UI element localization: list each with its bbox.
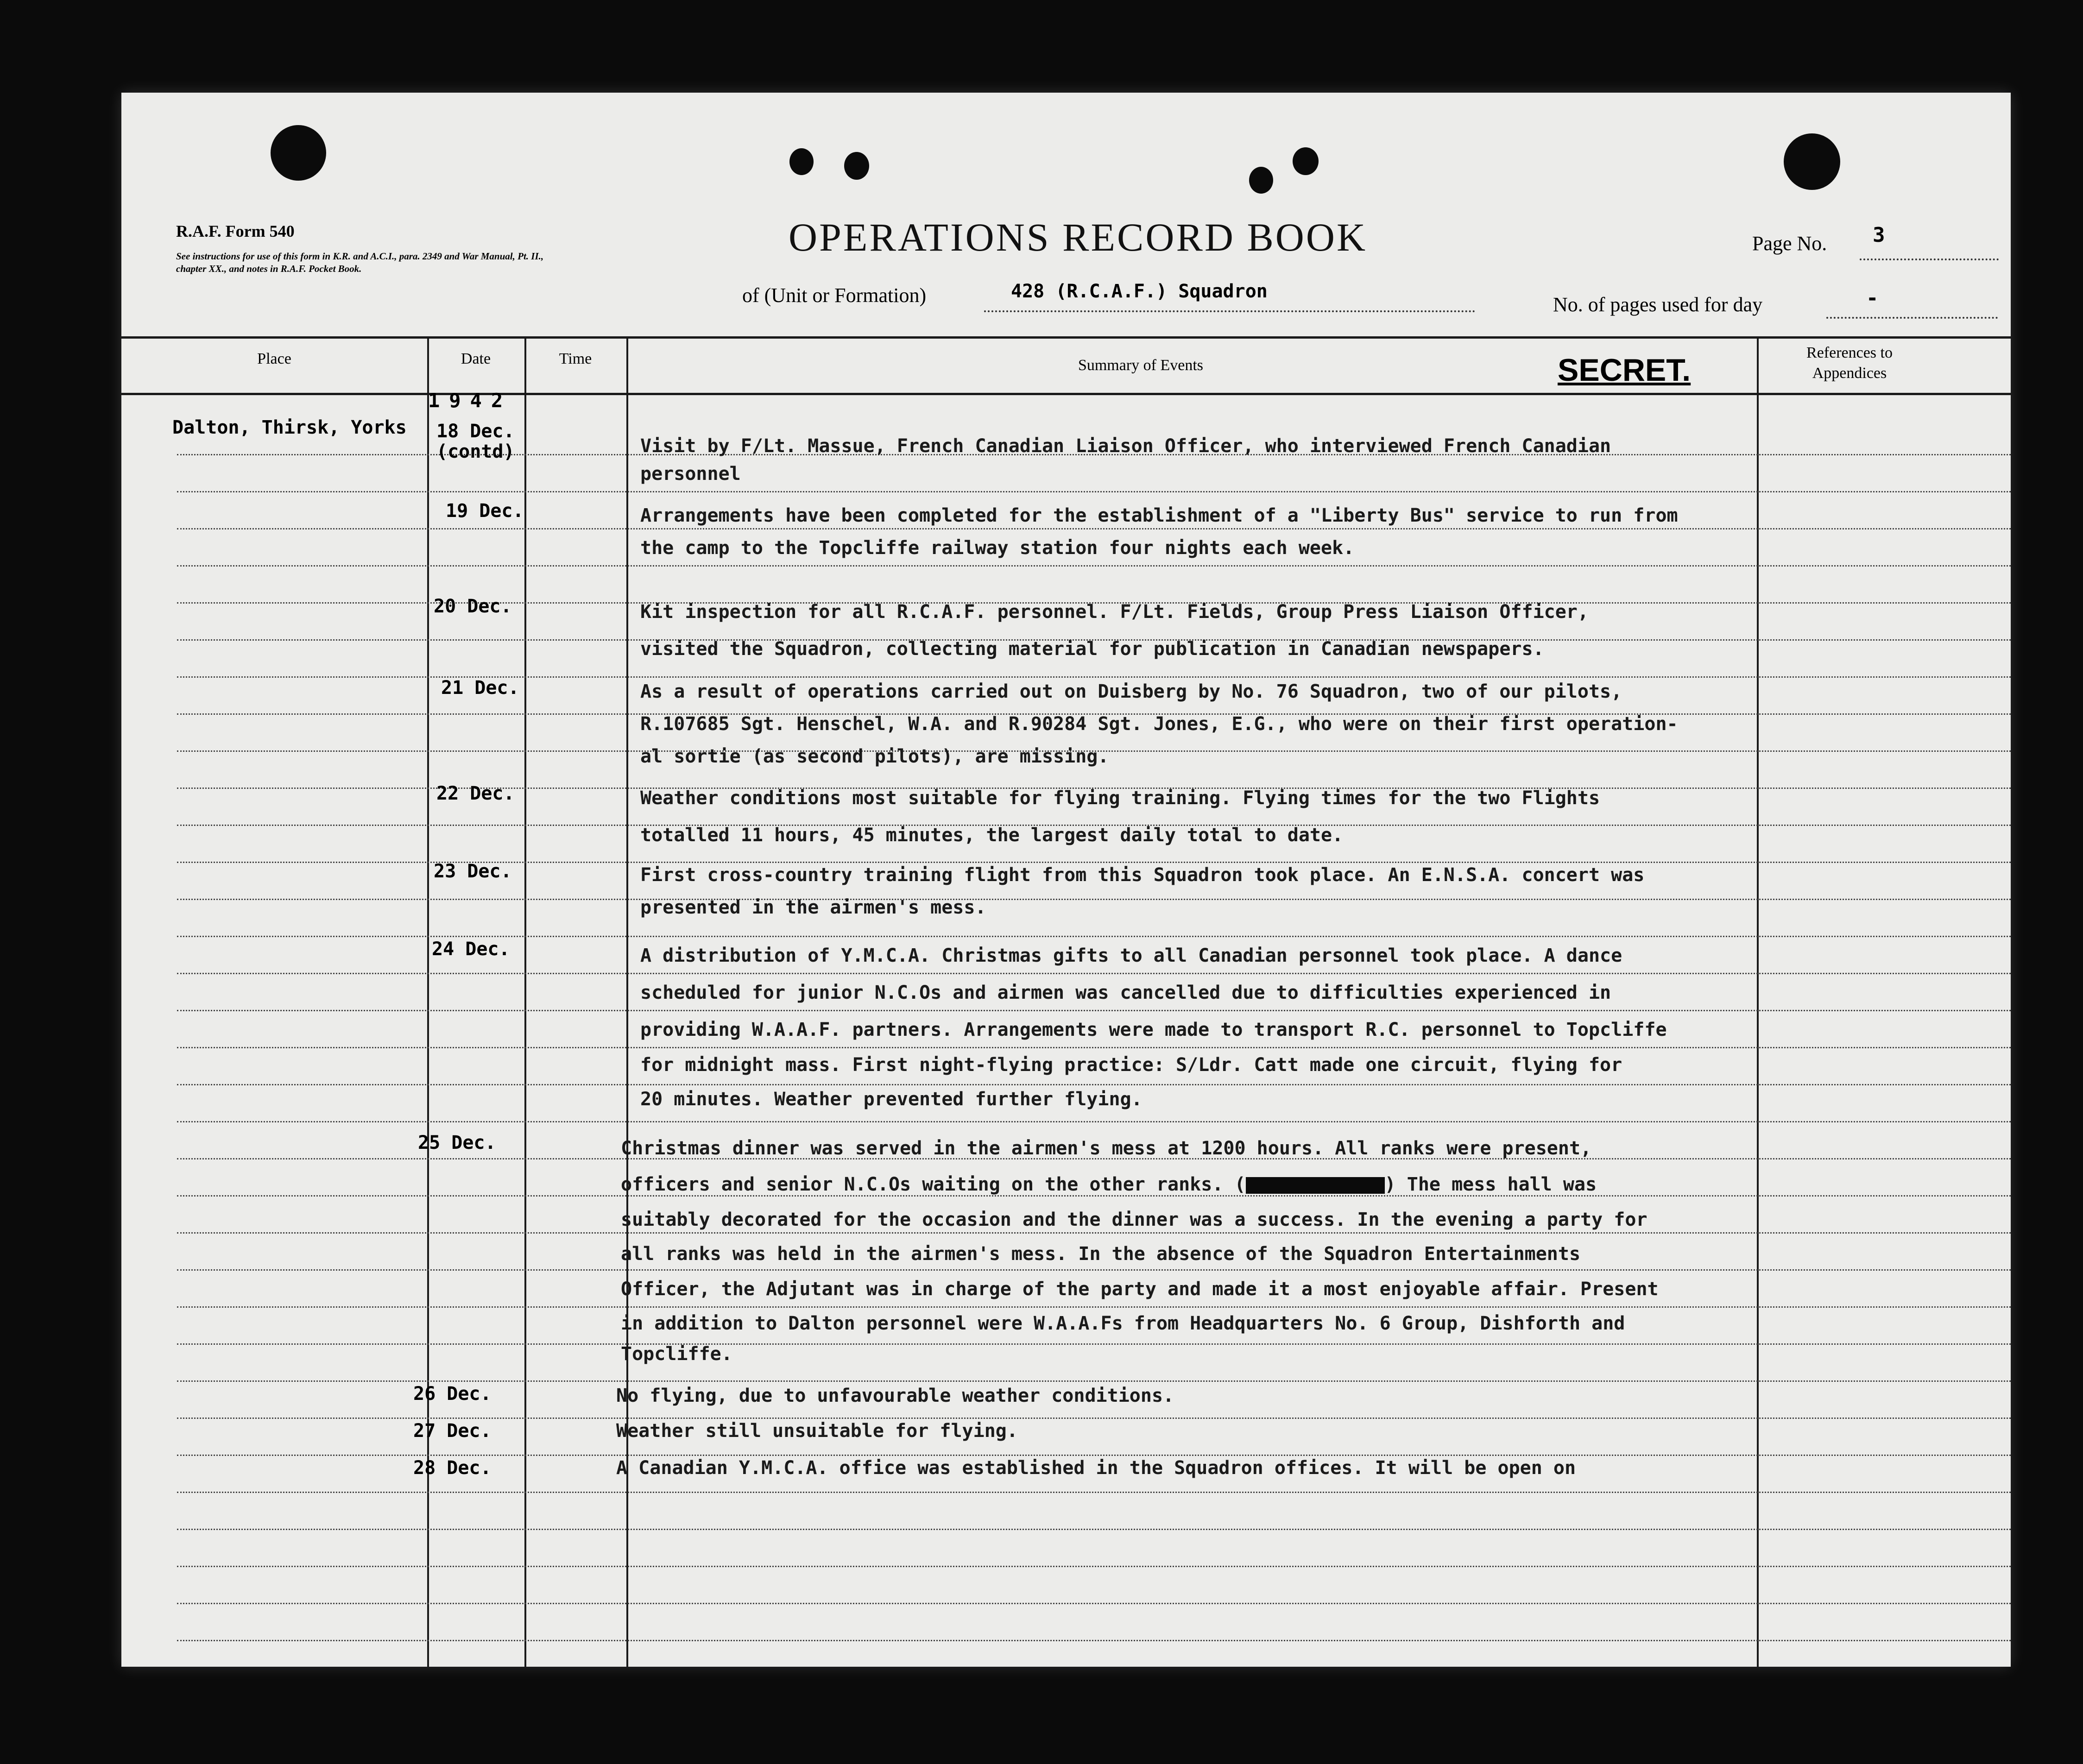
- pages-used-dotted-line: [1826, 317, 1998, 319]
- ruled-line: [177, 1455, 2011, 1456]
- entry-date: 23 Dec.: [434, 861, 512, 882]
- ruled-line: [177, 1566, 2011, 1567]
- column-header-summary: Summary of Events: [1078, 357, 1204, 374]
- ruled-line: [177, 491, 2011, 492]
- entry-date: 21 Dec.: [441, 677, 519, 699]
- ruled-line: [177, 1195, 2011, 1197]
- ruled-line: [177, 1084, 2011, 1085]
- ruled-line: [177, 1232, 2011, 1234]
- entry-date: 27 Dec.: [413, 1420, 492, 1442]
- pages-used-value: -: [1866, 286, 1879, 310]
- binder-hole-left: [271, 125, 326, 181]
- table-header-rule: [121, 393, 2011, 395]
- punch-hole: [1249, 167, 1273, 194]
- entry-line: scheduled for junior N.C.Os and airmen was cancelled due to difficulties experienced in: [640, 982, 1611, 1003]
- form-name: R.A.F. Form 540: [176, 222, 295, 240]
- entry-line: A distribution of Y.M.C.A. Christmas gifts to all Canadian personnel took place. A dance: [640, 945, 1622, 966]
- ruled-line: [177, 899, 2011, 900]
- entry-line: personnel: [640, 463, 741, 485]
- page-number-value: 3: [1873, 223, 1885, 247]
- entry-line: for midnight mass. First night-flying practice: S/Ldr. Catt made one circuit, flying for: [640, 1054, 1622, 1076]
- entry-date: 20 Dec.: [434, 596, 512, 617]
- unit-value: 428 (R.C.A.F.) Squadron: [1011, 281, 1268, 302]
- entry-line: Christmas dinner was served in the airmen's mess at 1200 hours. All ranks were present,: [621, 1138, 1592, 1159]
- place: Dalton, Thirsk, Yorks: [172, 417, 407, 438]
- redaction-block: [1246, 1177, 1385, 1194]
- column-header-references: References to Appendices: [1806, 344, 1893, 382]
- column-header-time: Time: [559, 350, 592, 367]
- column-header-date: Date: [461, 350, 491, 367]
- column-divider: [1757, 337, 1759, 1667]
- page-number-dotted-line: [1860, 258, 1999, 260]
- ruled-line: [177, 1121, 2011, 1122]
- entry-line: R.107685 Sgt. Henschel, W.A. and R.90284 Sgt. Jones, E.G., who were on their first operation-: [640, 713, 1678, 735]
- entry-line: totalled 11 hours, 45 minutes, the largest daily total to date.: [640, 825, 1344, 846]
- unit-dotted-line: [984, 310, 1475, 312]
- ruled-line: [177, 1380, 2011, 1382]
- entry-line: Visit by F/Lt. Massue, French Canadian Liaison Officer, who interviewed French Canadian: [640, 435, 1611, 457]
- ruled-line: [177, 973, 2011, 974]
- entry-date: 19 Dec.: [446, 500, 524, 522]
- ruled-line: [177, 528, 2011, 529]
- entry-date: 18 Dec.: [436, 421, 515, 442]
- punch-hole: [844, 152, 869, 180]
- entry-line: [621, 1174, 1597, 1195]
- ruled-line: [177, 1492, 2011, 1493]
- binder-hole-right: [1784, 133, 1840, 190]
- punch-hole: [789, 148, 814, 175]
- entry-line: suitably decorated for the occasion and the dinner was a success. In the evening a party for: [621, 1209, 1647, 1230]
- ruled-line: [177, 1047, 2011, 1048]
- unit-label: of (Unit or Formation): [742, 284, 927, 307]
- pages-used-label: No. of pages used for day: [1553, 293, 1763, 316]
- ruled-line: [177, 1529, 2011, 1530]
- entry-line: As a result of operations carried out on Duisberg by No. 76 Squadron, two of our pilots,: [640, 681, 1622, 702]
- entry-line: Officer, the Adjutant was in charge of the party and made it a most enjoyable affair. Present: [621, 1279, 1659, 1300]
- year: 1942: [428, 389, 512, 412]
- entry-text: ) The mess hall was: [1384, 1174, 1597, 1195]
- table-top-rule: [121, 336, 2011, 339]
- entry-date-continued: (contd): [436, 441, 515, 462]
- entry-date: 28 Dec.: [413, 1457, 492, 1479]
- ruled-line: [177, 936, 2011, 937]
- ruled-line: [177, 1418, 2011, 1419]
- record-sheet: [121, 93, 2011, 1667]
- entry-line: providing W.A.A.F. partners. Arrangements were made to transport R.C. personnel to Topcliffe: [640, 1019, 1667, 1040]
- entry-line: visited the Squadron, collecting material for publication in Canadian newspapers.: [640, 638, 1544, 660]
- entry-line: presented in the airmen's mess.: [640, 897, 986, 918]
- entry-line: No flying, due to unfavourable weather conditions.: [616, 1385, 1174, 1406]
- ruled-line: [177, 1010, 2011, 1011]
- entry-line: all ranks was held in the airmen's mess. In the absence of the Squadron Entertainments: [621, 1243, 1581, 1265]
- entry-line: Arrangements have been completed for the establishment of a "Liberty Bus" service to run from: [640, 505, 1678, 526]
- entry-date: 24 Dec.: [432, 939, 510, 960]
- punch-hole: [1293, 147, 1319, 175]
- ruled-line: [177, 1306, 2011, 1308]
- classification-stamp: SECRET.: [1558, 353, 1691, 388]
- column-header-place: Place: [257, 350, 291, 367]
- entry-date: 22 Dec.: [436, 783, 515, 804]
- page-title: OPERATIONS RECORD BOOK: [789, 215, 1368, 259]
- ruled-line: [177, 1343, 2011, 1345]
- entry-line: al sortie (as second pilots), are missing.: [640, 746, 1109, 767]
- entry-line: Topcliffe.: [621, 1343, 732, 1365]
- entry-line: First cross-country training flight from this Squadron took place. An E.N.S.A. concert was: [640, 864, 1645, 886]
- page-number-label: Page No.: [1752, 232, 1827, 255]
- entry-line: A Canadian Y.M.C.A. office was established in the Squadron offices. It will be open on: [616, 1457, 1576, 1479]
- entry-date: 25 Dec.: [418, 1132, 496, 1153]
- entry-line: the camp to the Topcliffe railway station four nights each week.: [640, 537, 1355, 559]
- entry-date: 26 Dec.: [413, 1383, 492, 1405]
- ruled-line: [177, 565, 2011, 567]
- ruled-line: [177, 1269, 2011, 1271]
- entry-line: 20 minutes. Weather prevented further flying.: [640, 1089, 1142, 1110]
- ruled-line: [177, 1640, 2011, 1641]
- entry-line: Kit inspection for all R.C.A.F. personnel. F/Lt. Fields, Group Press Liaison Officer,: [640, 601, 1589, 623]
- entry-line: Weather still unsuitable for flying.: [616, 1420, 1018, 1442]
- entry-line: Weather conditions most suitable for flying training. Flying times for the two Flights: [640, 788, 1600, 809]
- entry-line: in addition to Dalton personnel were W.A.A.Fs from Headquarters No. 6 Group, Dishforth and: [621, 1313, 1625, 1334]
- ruled-line: [177, 1603, 2011, 1604]
- column-divider: [524, 337, 526, 1667]
- entry-text: officers and senior N.C.Os waiting on the other ranks. (: [621, 1174, 1246, 1195]
- form-note: See instructions for use of this form in K.R. and A.C.I., para. 2349 and War Manual, Pt. II., chapter XX., and notes in R.A.F. Pocket Book.: [176, 251, 544, 274]
